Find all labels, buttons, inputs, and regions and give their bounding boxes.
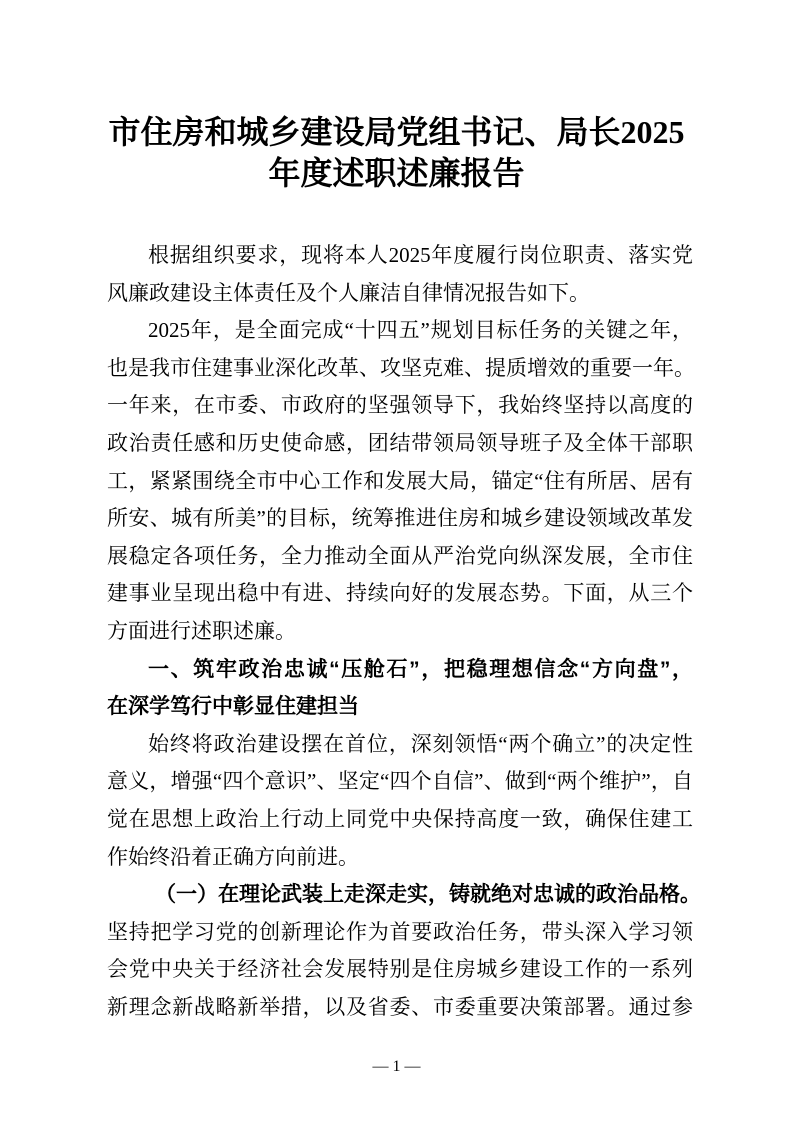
text-line: 觉在思想上政治上行动上同党中央保持高度一致，确保住建工 <box>107 806 693 831</box>
document-body <box>107 237 701 1026</box>
page-number: — 1 — <box>372 1058 421 1075</box>
text-line: （一）在理论武装上走深走实，铸就绝对忠诚的政治品格。 <box>155 882 701 907</box>
text-line: 一年来，在市委、市政府的坚强领导下，我始终坚持以高度的 <box>107 393 693 418</box>
subsection-heading <box>107 876 701 914</box>
text-line: 工，紧紧围绕全市中心工作和发展大局，锚定“住有所居、居有 <box>107 468 693 493</box>
text-line: 一、筑牢政治忠诚“压舱石”，把稳理想信念“方向盘”， <box>148 657 693 681</box>
text-line: 风廉政建设主体责任及个人廉洁自律情况报告如下。 <box>107 280 590 305</box>
text-line: 建事业呈现出稳中有进、持续向好的发展态势。下面，从三个 <box>107 581 693 606</box>
text-line: 新理念新战略新举措，以及省委、市委重要决策部署。通过参 <box>107 994 693 1019</box>
text-line: 2025年，是全面完成“十四五”规划目标任务的关键之年， <box>148 318 693 343</box>
title-line-2: 年度述职述廉报告 <box>268 155 525 191</box>
text-line: 政治责任感和历史使命感，团结带领局领导班子及全体干部职 <box>107 430 693 455</box>
text-line: 展稳定各项任务，全力推动全面从严治党向纵深发展，全市住 <box>107 543 693 568</box>
document-title <box>100 112 693 194</box>
text-line: 所安、城有所美”的目标，统筹推进住房和城乡建设领域改革发 <box>107 506 693 531</box>
paragraph <box>107 312 693 650</box>
text-line: 方面进行述职述廉。 <box>107 618 296 643</box>
text-line: 始终将政治建设摆在首位，深刻领悟“两个确立”的决定性 <box>148 731 693 756</box>
text-line: 坚持把学习党的创新理论作为首要政治任务，带头深入学习领 <box>107 919 693 944</box>
text-line: 作始终沿着正确方向前进。 <box>107 844 359 869</box>
text-line: 也是我市住建事业深化改革、攻坚克难、提质增效的重要一年。 <box>107 355 695 380</box>
text-line: 会党中央关于经济社会发展特别是住房城乡建设工作的一系列 <box>107 957 693 982</box>
text-line: 在深学笃行中彰显住建担当 <box>107 695 359 719</box>
title-line-1: 市住房和城乡建设局党组书记、局长2025 <box>108 114 685 150</box>
section-heading <box>107 651 693 726</box>
text-line: 根据组织要求，现将本人2025年度履行岗位职责、落实党 <box>148 243 693 267</box>
paragraph <box>107 726 693 876</box>
text-line: 意义，增强“四个意识”、坚定“四个自信”、做到“两个维护”，自 <box>107 769 693 794</box>
paragraph <box>107 237 693 312</box>
paragraph <box>107 914 693 1027</box>
